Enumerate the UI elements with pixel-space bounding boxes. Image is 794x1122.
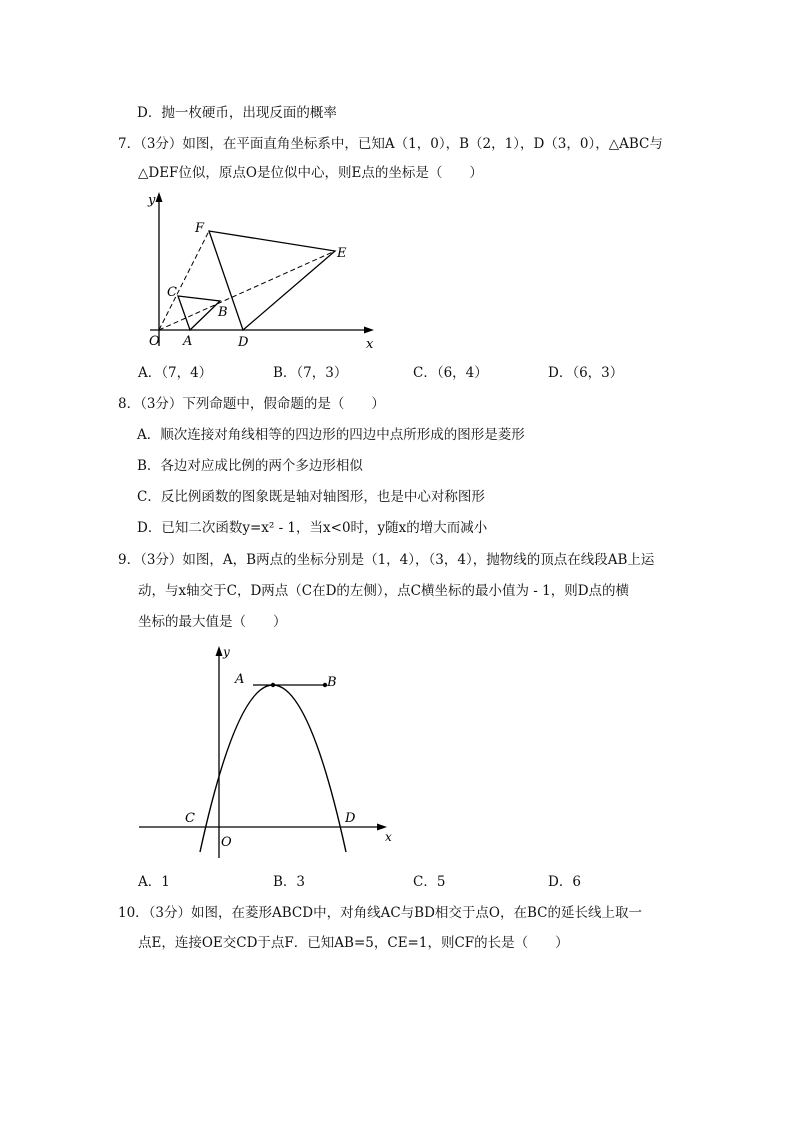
q7-label-f: F [195, 221, 205, 236]
q9-stem-line1: 9．（3分）如图，A，B两点的坐标分别是（1，4），（3，4），抛物线的顶点在线段AB上运 [118, 552, 655, 568]
q9-figure [135, 640, 400, 862]
q7-option-c: C．（6，4） [413, 365, 488, 381]
q6-option-d: D．抛一枚硬币，出现反面的概率 [137, 105, 337, 121]
q7-label-b: B [218, 305, 228, 320]
q9-label-y: y [223, 645, 230, 659]
q7-figure [140, 188, 380, 353]
q7-option-a: A．（7，4） [138, 365, 213, 381]
q10-stem-line2: 点E，连接OE交CD于点F．已知AB=5，CE=1，则CF的长是（ ） [138, 935, 569, 951]
q9-stem-line3: 坐标的最大值是（ ） [138, 614, 287, 630]
q7-label-y: y [148, 193, 156, 208]
q8-option-c: C．反比例函数的图象既是轴对轴图形，也是中心对称图形 [137, 489, 485, 505]
q8-option-a: A．顺次连接对角线相等的四边形的四边中点所形成的图形是菱形 [137, 427, 525, 443]
q8-option-d: D．已知二次函数y=x² - 1，当x<0时，y随x的增大而减小 [137, 520, 488, 536]
q7-label-a: A [183, 334, 193, 349]
q7-dashed-OF [159, 231, 209, 330]
q9-option-c: C．5 [413, 874, 446, 890]
q7-label-c: C [167, 285, 177, 300]
q10-stem-line1: 10．（3分）如图，在菱形ABCD中，对角线AC与BD相交于点O，在BC的延长线上取一 [118, 905, 642, 921]
q9-label-o: O [221, 835, 232, 850]
q7-label-o: O [149, 334, 160, 349]
q7-triangle-abc [178, 296, 220, 330]
q8-option-b: B．各边对应成比例的两个多边形相似 [137, 458, 363, 474]
q9-label-d: D [345, 811, 356, 826]
q7-x-arrow [364, 327, 374, 334]
q7-triangle-def [209, 231, 335, 330]
q9-label-x: x [385, 830, 392, 844]
q7-stem-line2: △DEF位似，原点O是位似中心，则E点的坐标是（ ） [138, 165, 483, 181]
q9-label-a: A [235, 672, 245, 687]
q7-option-d: D．（6，3） [548, 365, 624, 381]
q7-label-x: x [366, 337, 374, 352]
q9-option-b: B．3 [273, 874, 306, 890]
q7-label-e: E [337, 246, 347, 261]
q8-stem: 8．（3分）下列命题中，假命题的是（ ） [118, 396, 385, 412]
q7-stem-line1: 7．（3分）如图，在平面直角坐标系中，已知A（1，0），B（2，1），D（3，0），△ABC与 [118, 136, 663, 152]
q9-label-c: C [185, 811, 195, 826]
q9-y-arrow [216, 646, 223, 656]
q7-label-d: D [238, 335, 249, 350]
q9-stem-line2: 动，与x轴交于C，D两点（C在D的左侧），点C横坐标的最小值为 - 1，则D点的横 [138, 583, 630, 599]
q9-label-b: B [327, 675, 337, 690]
q7-y-arrow [156, 192, 163, 202]
q7-option-b: B．（7，3） [273, 365, 348, 381]
q9-option-a: A．1 [138, 874, 170, 890]
q9-option-d: D．6 [548, 874, 581, 890]
